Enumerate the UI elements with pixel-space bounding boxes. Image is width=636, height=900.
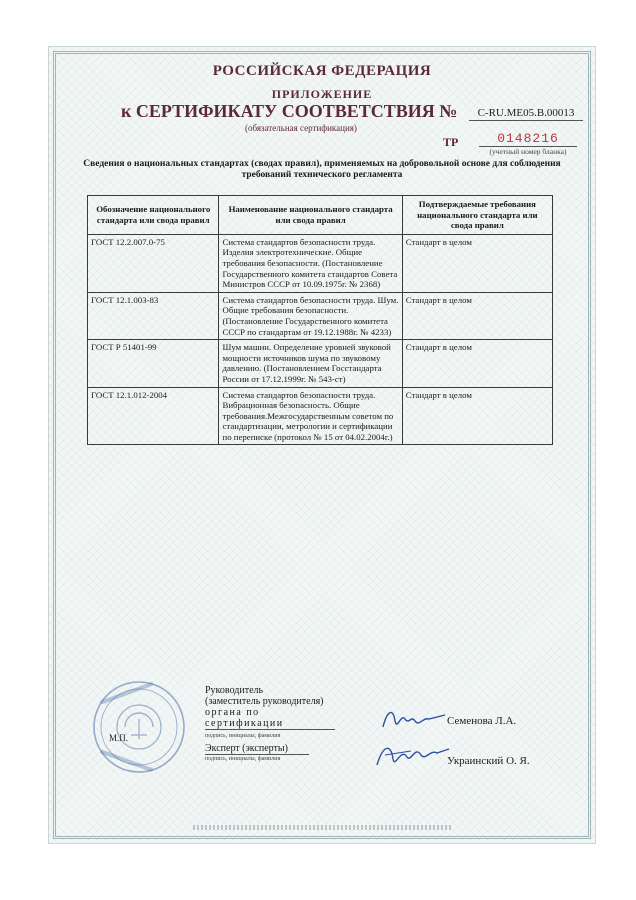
header-name: Наименование национального стандарта или свода правил — [219, 196, 402, 235]
head-caption: подпись, инициалы, фамилия — [205, 733, 281, 739]
head-organization: органа по сертификации — [205, 707, 335, 730]
seal-label: М.П. — [109, 733, 129, 743]
expert-name: Украинский О. Я. — [447, 755, 530, 767]
standard-requirements: Стандарт в целом — [402, 234, 552, 292]
table-header-row — [88, 196, 553, 235]
certificate-sheet — [48, 46, 596, 844]
standard-name: Система стандартов безопасности труда. Вибрационная безопасность. Общие требования.Межгосударственным советом по стандартизации, метрологии и сертификации по переписке (протокол № 15 от 04.02.2004г.) — [219, 387, 402, 445]
standard-requirements: Стандарт в целом — [402, 387, 552, 445]
table-row — [88, 234, 553, 292]
blank-number: 0148216 — [479, 131, 577, 147]
microtext-strip — [193, 825, 453, 830]
tr-label: ТР — [443, 135, 459, 149]
table-row — [88, 292, 553, 339]
expert-title: Эксперт (эксперты) — [205, 743, 309, 755]
standards-table — [87, 195, 553, 445]
expert-signature-icon — [371, 737, 451, 773]
standard-name: Система стандартов безопасности труда. Шум. Общие требования безопасности. (Постановление Государственного комитета СССР по стандартам от 19.12.1988г. № 4233) — [219, 292, 402, 339]
certificate-number: C-RU.ME05.B.00013 — [469, 107, 583, 121]
standard-requirements: Стандарт в целом — [402, 340, 552, 387]
head-title: Руководитель — [205, 685, 264, 696]
standard-name: Шум машин. Определение уровней звуковой мощности источников шума по звуковому давлению. (Постановлением Госстандарта России от 17.12.1999г. № 543-ст) — [219, 340, 402, 387]
standard-name: Система стандартов безопасности труда. Изделия электротехнические. Общие требования безопасности. (Постановление Государственного комитета стандартов Совета Министров СССР от 10.09.1975г. № 2368) — [219, 234, 402, 292]
standard-requirements: Стандарт в целом — [402, 292, 552, 339]
country-title: РОССИЙСКАЯ ФЕДЕРАЦИЯ — [212, 63, 432, 79]
standard-code: ГОСТ 12.2.007.0-75 — [88, 234, 219, 292]
head-subtitle: (заместитель руководителя) — [205, 696, 324, 707]
standard-code: ГОСТ 12.1.012-2004 — [88, 387, 219, 445]
annex-label: ПРИЛОЖЕНИЕ — [271, 87, 373, 101]
header-code: Обозначение национального стандарта или свода правил — [88, 196, 219, 235]
seal-stamp-icon — [91, 679, 187, 775]
certificate-heading: к СЕРТИФИКАТУ СООТВЕТСТВИЯ № — [121, 101, 458, 121]
standard-code: ГОСТ Р 51401-99 — [88, 340, 219, 387]
head-signature-icon — [379, 701, 449, 735]
head-name: Семенова Л.А. — [447, 715, 517, 727]
standard-code: ГОСТ 12.1.003-83 — [88, 292, 219, 339]
blank-number-caption: (учетный номер бланка) — [489, 147, 567, 156]
head-signature-block — [205, 685, 405, 742]
standards-info-heading: Сведения о национальных стандартах (сводах правил), применяемых на добровольной основе для соблюдения требований технического регламента — [83, 159, 561, 180]
table-row — [88, 340, 553, 387]
expert-caption: подпись, инициалы, фамилия — [205, 756, 281, 762]
table-row — [88, 387, 553, 445]
certification-type: (обязательная сертификация) — [245, 123, 357, 133]
expert-signature-block — [205, 743, 309, 762]
header-requirements: Подтверждаемые требования национального стандарта или свода правил — [402, 196, 552, 235]
